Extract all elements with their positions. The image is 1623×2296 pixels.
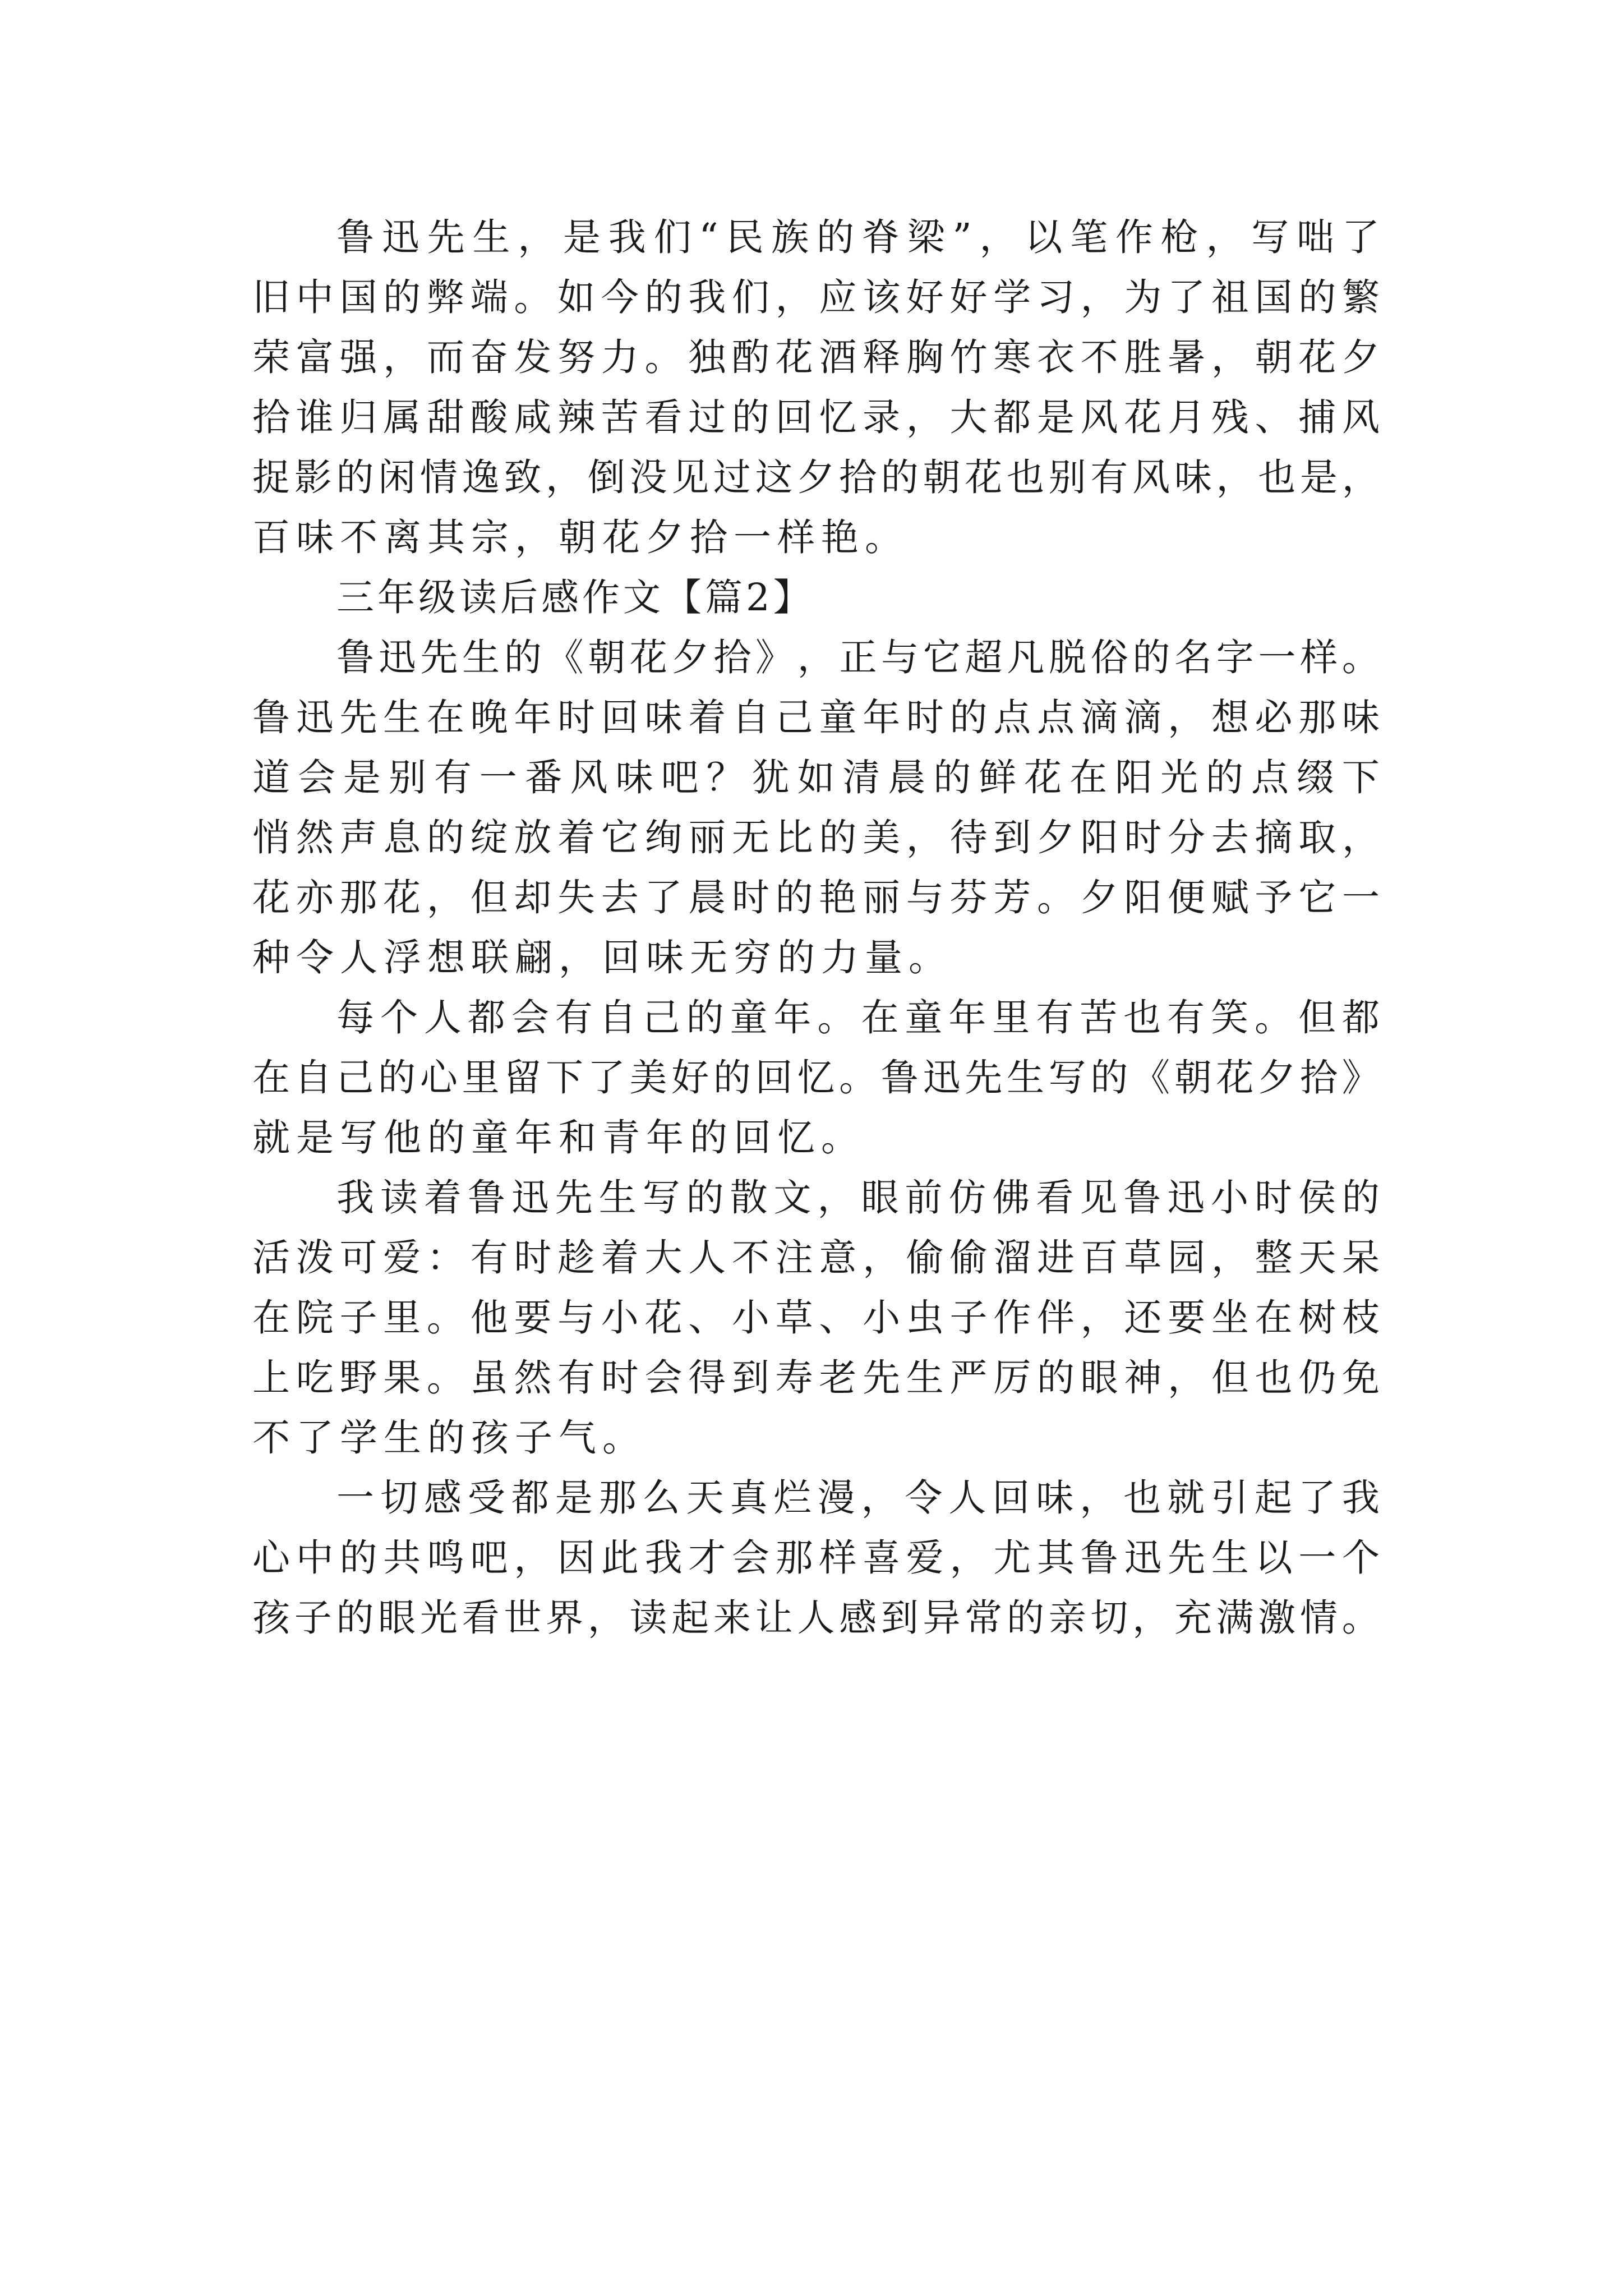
- paragraph-3-line-3: 就是写他的童年和青年的回忆。: [252, 1116, 865, 1159]
- paragraph-2-line-2: 鲁 迅 先 生 在 晚 年 时 回 味 着 自 己 童 年 时 的 点 点 滴 滴 ， 想 必 那 味: [252, 696, 1380, 739]
- paragraph-2-line-4: 悄 然 声 息 的 绽 放 着 它 绚 丽 无 比 的 美 ， 待 到 夕 阳 时 分 去 摘 取 ，: [252, 816, 1380, 859]
- paragraph-1-line-4: 拾 谁 归 属 甜 酸 咸 辣 苦 看 过 的 回 忆 录 ， 大 都 是 风 花 月 残 、 捕 风: [252, 395, 1380, 439]
- paragraph-2-line-3: 道 会 是 别 有 一 番 风 味 吧 ？ 犹 如 清 晨 的 鲜 花 在 阳 光 的 点 缀 下: [252, 756, 1380, 799]
- paragraph-1-line-1: 鲁 迅 先 生 ， 是 我 们 “ 民 族 的 脊 梁 ” ， 以 笔 作 枪 ， 写 咄 了: [336, 215, 1380, 259]
- paragraph-2-line-1: 鲁 迅 先 生 的 《 朝 花 夕 拾 》 ， 正 与 它 超 凡 脱 俗 的 名 字 一 样 。: [336, 636, 1380, 679]
- paragraph-5-line-3: 孩 子 的 眼 光 看 世 界 ， 读 起 来 让 人 感 到 异 常 的 亲 切 ， 充 满 激 情 。: [252, 1596, 1380, 1640]
- paragraph-1-line-3: 荣 富 强 ， 而 奋 发 努 力 。 独 酌 花 酒 释 胸 竹 寒 衣 不 胜 暑 ， 朝 花 夕: [252, 335, 1380, 379]
- paragraph-4-line-2: 活 泼 可 爱 ： 有 时 趁 着 大 人 不 注 意 ， 偷 偷 溜 进 百 草 园 ， 整 天 呆: [252, 1236, 1380, 1280]
- paragraph-4-line-1: 我 读 着 鲁 迅 先 生 写 的 散 文 ， 眼 前 仿 佛 看 见 鲁 迅 小 时 侯 的: [336, 1176, 1380, 1220]
- paragraph-5-line-1: 一 切 感 受 都 是 那 么 天 真 烂 漫 ， 令 人 回 味 ， 也 就 引 起 了 我: [336, 1476, 1380, 1520]
- paragraph-2-line-6: 种令人浮想联翩，回味无穷的力量。: [252, 936, 952, 979]
- paragraph-3-line-1: 每 个 人 都 会 有 自 己 的 童 年 。 在 童 年 里 有 苦 也 有 笑 。 但 都: [336, 996, 1380, 1039]
- paragraph-5-line-2: 心 中 的 共 鸣 吧 ， 因 此 我 才 会 那 样 喜 爱 ， 尤 其 鲁 迅 先 生 以 一 个: [252, 1536, 1380, 1580]
- paragraph-4-line-3: 在 院 子 里 。 他 要 与 小 花 、 小 草 、 小 虫 子 作 伴 ， 还 要 坐 在 树 枝: [252, 1296, 1380, 1340]
- paragraph-2-line-5: 花 亦 那 花 ， 但 却 失 去 了 晨 时 的 艳 丽 与 芬 芳 。 夕 阳 便 赋 予 它 一: [252, 876, 1380, 919]
- document-body: [252, 208, 1380, 1648]
- paragraph-1-line-6: 百味不离其宗，朝花夕拾一样艳。: [252, 516, 909, 559]
- section-heading: 三年级读后感作文【篇2】: [336, 576, 814, 619]
- paragraph-4-line-4: 上 吃 野 果 。 虽 然 有 时 会 得 到 寿 老 先 生 严 厉 的 眼 神 ， 但 也 仍 免: [252, 1356, 1380, 1400]
- paragraph-1-line-2: 旧 中 国 的 弊 端 。 如 今 的 我 们 ， 应 该 好 好 学 习 ， 为 了 祖 国 的 繁: [252, 275, 1380, 319]
- paragraph-1-line-5: 捉 影 的 闲 情 逸 致 ， 倒 没 见 过 这 夕 拾 的 朝 花 也 别 有 风 味 ， 也 是 ，: [252, 455, 1380, 499]
- paragraph-3-line-2: 在 自 己 的 心 里 留 下 了 美 好 的 回 忆 。 鲁 迅 先 生 写 的 《 朝 花 夕 拾 》: [252, 1056, 1380, 1099]
- paragraph-4-line-5: 不了学生的孩子气。: [252, 1416, 646, 1460]
